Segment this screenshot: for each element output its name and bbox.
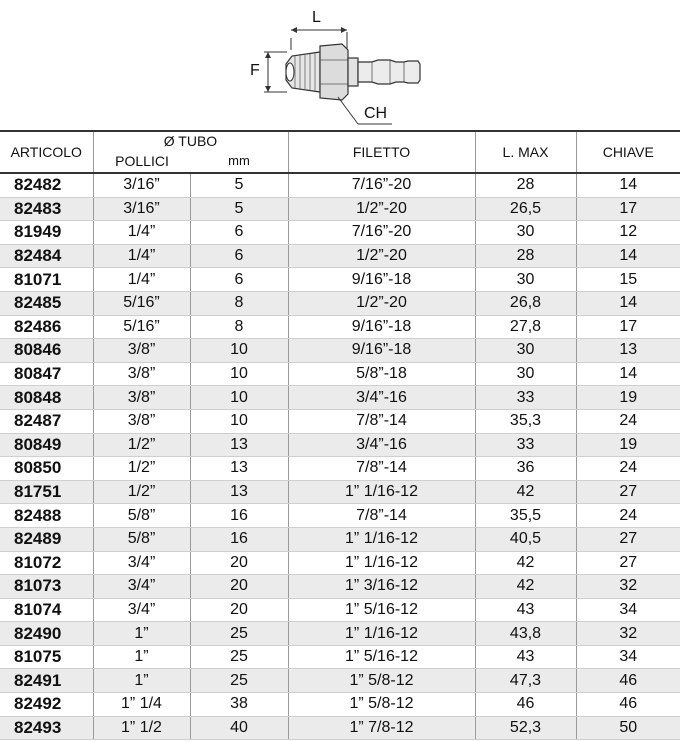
cell-lmax: 28 (475, 244, 576, 268)
cell-articolo: 81751 (0, 480, 93, 504)
table-row (0, 268, 680, 292)
cell-filetto: 3/4”-16 (288, 386, 475, 410)
cell-filetto: 7/16”-20 (288, 221, 475, 245)
cell-mm: 25 (190, 669, 288, 693)
cell-chiave: 14 (576, 291, 680, 315)
cell-chiave: 24 (576, 457, 680, 481)
cell-lmax: 40,5 (475, 527, 576, 551)
cell-articolo: 82492 (0, 693, 93, 717)
cell-lmax: 42 (475, 480, 576, 504)
table-row (0, 291, 680, 315)
cell-chiave: 15 (576, 268, 680, 292)
diameter-label: F (250, 62, 260, 79)
cell-pollici: 5/8” (93, 527, 190, 551)
cell-pollici: 3/8” (93, 362, 190, 386)
cell-lmax: 33 (475, 433, 576, 457)
cell-articolo: 81075 (0, 645, 93, 669)
cell-filetto: 1/2”-20 (288, 291, 475, 315)
table-row (0, 622, 680, 646)
cell-lmax: 36 (475, 457, 576, 481)
table-row (0, 433, 680, 457)
cell-articolo: 82488 (0, 504, 93, 528)
header-pollici: POLLICI (115, 153, 169, 169)
cell-articolo: 80847 (0, 362, 93, 386)
cell-articolo: 82486 (0, 315, 93, 339)
hose-fitting-diagram (0, 0, 680, 130)
cell-mm: 6 (190, 268, 288, 292)
table-row (0, 527, 680, 551)
table-row (0, 362, 680, 386)
cell-pollici: 3/16” (93, 173, 190, 197)
cell-articolo: 82484 (0, 244, 93, 268)
cell-lmax: 33 (475, 386, 576, 410)
cell-filetto: 7/8”-14 (288, 409, 475, 433)
cell-lmax: 35,5 (475, 504, 576, 528)
cell-articolo: 82490 (0, 622, 93, 646)
cell-filetto: 7/8”-14 (288, 457, 475, 481)
table-row (0, 669, 680, 693)
cell-mm: 5 (190, 197, 288, 221)
cell-lmax: 42 (475, 551, 576, 575)
table-row (0, 645, 680, 669)
cell-filetto: 1” 1/16-12 (288, 551, 475, 575)
cell-filetto: 1” 1/16-12 (288, 622, 475, 646)
cell-lmax: 30 (475, 362, 576, 386)
cell-filetto: 9/16”-18 (288, 315, 475, 339)
cell-pollici: 1” (93, 669, 190, 693)
table-row (0, 386, 680, 410)
cell-pollici: 3/8” (93, 339, 190, 363)
cell-pollici: 1” 1/4 (93, 693, 190, 717)
header-chiave: CHIAVE (576, 131, 680, 173)
cell-pollici: 5/16” (93, 291, 190, 315)
cell-articolo: 80850 (0, 457, 93, 481)
cell-pollici: 1/4” (93, 221, 190, 245)
cell-mm: 25 (190, 622, 288, 646)
cell-mm: 8 (190, 291, 288, 315)
cell-pollici: 1/4” (93, 268, 190, 292)
cell-lmax: 26,8 (475, 291, 576, 315)
table-row (0, 409, 680, 433)
cell-mm: 25 (190, 645, 288, 669)
cell-articolo: 80848 (0, 386, 93, 410)
table-row (0, 221, 680, 245)
table-row (0, 504, 680, 528)
cell-mm: 10 (190, 362, 288, 386)
cell-pollici: 3/4” (93, 575, 190, 599)
table-row (0, 339, 680, 363)
cell-mm: 8 (190, 315, 288, 339)
cell-pollici: 1/2” (93, 457, 190, 481)
cell-filetto: 7/8”-14 (288, 504, 475, 528)
header-lmax: L. MAX (475, 131, 576, 173)
table-body (0, 173, 680, 740)
table-row (0, 575, 680, 599)
cell-lmax: 43,8 (475, 622, 576, 646)
cell-chiave: 32 (576, 622, 680, 646)
cell-chiave: 14 (576, 362, 680, 386)
cell-pollici: 1/2” (93, 480, 190, 504)
table-row (0, 244, 680, 268)
cell-pollici: 3/4” (93, 551, 190, 575)
cell-chiave: 27 (576, 527, 680, 551)
header-tubo-group (93, 131, 288, 173)
cell-chiave: 17 (576, 315, 680, 339)
cell-chiave: 14 (576, 244, 680, 268)
spec-table (0, 130, 680, 740)
cell-articolo: 81074 (0, 598, 93, 622)
cell-articolo: 81949 (0, 221, 93, 245)
fitting-drawing (0, 0, 680, 130)
cell-pollici: 1” (93, 622, 190, 646)
table-row (0, 197, 680, 221)
cell-filetto: 1” 5/16-12 (288, 645, 475, 669)
cell-chiave: 46 (576, 693, 680, 717)
cell-articolo: 80849 (0, 433, 93, 457)
cell-pollici: 3/16” (93, 197, 190, 221)
cell-articolo: 80846 (0, 339, 93, 363)
cell-filetto: 1/2”-20 (288, 197, 475, 221)
cell-filetto: 1” 5/8-12 (288, 693, 475, 717)
cell-mm: 6 (190, 221, 288, 245)
cell-filetto: 1/2”-20 (288, 244, 475, 268)
table-header (0, 131, 680, 173)
table-row (0, 598, 680, 622)
cell-pollici: 1/2” (93, 433, 190, 457)
header-tubo: Ø TUBO (163, 133, 218, 149)
cell-lmax: 27,8 (475, 315, 576, 339)
cell-filetto: 5/8”-18 (288, 362, 475, 386)
cell-chiave: 46 (576, 669, 680, 693)
cell-lmax: 28 (475, 173, 576, 197)
cell-mm: 13 (190, 457, 288, 481)
cell-pollici: 3/8” (93, 386, 190, 410)
cell-chiave: 13 (576, 339, 680, 363)
cell-articolo: 82489 (0, 527, 93, 551)
cell-filetto: 1” 5/8-12 (288, 669, 475, 693)
cell-filetto: 1” 5/16-12 (288, 598, 475, 622)
cell-pollici: 3/8” (93, 409, 190, 433)
cell-chiave: 17 (576, 197, 680, 221)
header-filetto: FILETTO (288, 131, 475, 173)
cell-lmax: 43 (475, 645, 576, 669)
cell-mm: 20 (190, 598, 288, 622)
cell-articolo: 82482 (0, 173, 93, 197)
cell-articolo: 82485 (0, 291, 93, 315)
cell-lmax: 26,5 (475, 197, 576, 221)
cell-lmax: 35,3 (475, 409, 576, 433)
cell-lmax: 30 (475, 268, 576, 292)
cell-lmax: 43 (475, 598, 576, 622)
table-row (0, 716, 680, 740)
table-row (0, 551, 680, 575)
cell-mm: 16 (190, 527, 288, 551)
cell-pollici: 1” (93, 645, 190, 669)
table-row (0, 315, 680, 339)
table-row (0, 480, 680, 504)
cell-articolo: 81073 (0, 575, 93, 599)
cell-mm: 6 (190, 244, 288, 268)
cell-articolo: 81071 (0, 268, 93, 292)
cell-chiave: 12 (576, 221, 680, 245)
cell-filetto: 1” 3/16-12 (288, 575, 475, 599)
cell-mm: 40 (190, 716, 288, 740)
cell-filetto: 1” 7/8-12 (288, 716, 475, 740)
cell-chiave: 24 (576, 504, 680, 528)
cell-filetto: 7/16”-20 (288, 173, 475, 197)
cell-chiave: 34 (576, 598, 680, 622)
cell-filetto: 9/16”-18 (288, 268, 475, 292)
cell-lmax: 46 (475, 693, 576, 717)
cell-mm: 5 (190, 173, 288, 197)
cell-mm: 20 (190, 551, 288, 575)
cell-lmax: 30 (475, 221, 576, 245)
cell-mm: 38 (190, 693, 288, 717)
wrench-size-label: CH (364, 105, 388, 122)
cell-lmax: 30 (475, 339, 576, 363)
cell-pollici: 1/4” (93, 244, 190, 268)
cell-chiave: 27 (576, 480, 680, 504)
cell-filetto: 9/16”-18 (288, 339, 475, 363)
table-row (0, 457, 680, 481)
cell-articolo: 82491 (0, 669, 93, 693)
cell-mm: 10 (190, 409, 288, 433)
header-mm: mm (228, 153, 250, 168)
cell-pollici: 5/8” (93, 504, 190, 528)
cell-mm: 13 (190, 480, 288, 504)
cell-mm: 20 (190, 575, 288, 599)
cell-chiave: 27 (576, 551, 680, 575)
cell-filetto: 1” 1/16-12 (288, 480, 475, 504)
cell-chiave: 19 (576, 433, 680, 457)
cell-pollici: 5/16” (93, 315, 190, 339)
cell-mm: 10 (190, 339, 288, 363)
cell-pollici: 1” 1/2 (93, 716, 190, 740)
cell-articolo: 82483 (0, 197, 93, 221)
cell-chiave: 34 (576, 645, 680, 669)
cell-chiave: 24 (576, 409, 680, 433)
cell-filetto: 3/4”-16 (288, 433, 475, 457)
table-row (0, 693, 680, 717)
length-label: L (312, 9, 321, 26)
cell-filetto: 1” 1/16-12 (288, 527, 475, 551)
cell-lmax: 47,3 (475, 669, 576, 693)
cell-mm: 10 (190, 386, 288, 410)
cell-lmax: 52,3 (475, 716, 576, 740)
cell-pollici: 3/4” (93, 598, 190, 622)
cell-articolo: 82487 (0, 409, 93, 433)
cell-mm: 13 (190, 433, 288, 457)
cell-articolo: 81072 (0, 551, 93, 575)
table-row (0, 173, 680, 197)
cell-lmax: 42 (475, 575, 576, 599)
cell-chiave: 32 (576, 575, 680, 599)
cell-articolo: 82493 (0, 716, 93, 740)
header-articolo: ARTICOLO (0, 131, 93, 173)
cell-chiave: 19 (576, 386, 680, 410)
cell-mm: 16 (190, 504, 288, 528)
cell-chiave: 50 (576, 716, 680, 740)
cell-chiave: 14 (576, 173, 680, 197)
